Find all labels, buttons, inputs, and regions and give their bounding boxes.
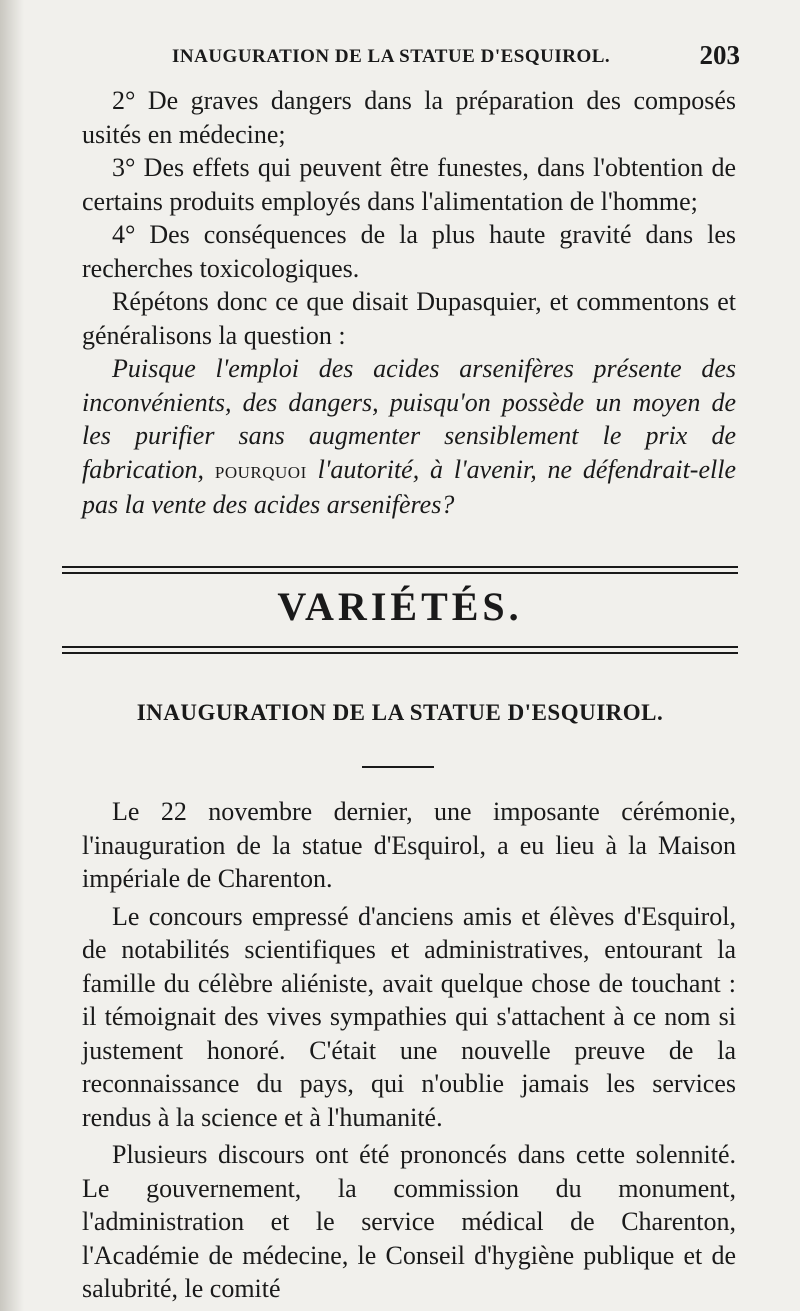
article-paragraph-3: Plusieurs discours ont été prononcés dans cette solennité. Le gouvernement, la commission du monument, l'administration et le service médical de Charenton, l'Académie de médecine, le Conseil d'hygiène publique et de salubrité, le comité	[82, 1140, 736, 1303]
quote-part-2: l'autorité, à l'avenir, ne défendrait-elle pas la vente des acides arsenifères?	[82, 454, 736, 519]
running-head	[82, 40, 740, 76]
title-separator	[362, 766, 434, 768]
article-paragraph-1: Le 22 novembre dernier, une imposante cérémonie, l'inauguration de la statue d'Esquirol, a eu lieu à la Maison impériale de Charenton.	[82, 797, 736, 893]
page-number: 203	[699, 40, 740, 70]
article-title: INAUGURATION DE LA STATUE D'ESQUIROL.	[136, 700, 664, 725]
section-title: VARIÉTÉS.	[277, 584, 523, 629]
italic-quote	[82, 352, 736, 522]
page-edge-shadow	[0, 0, 24, 1311]
section-rule-bottom	[62, 646, 738, 654]
article-paragraph-2: Le concours empressé d'anciens amis et élèves d'Esquirol, de notabilités scientifiques et administratives, entourant la famille du célèbre aliéniste, avait quelque chose de touchant : il témoignait des vives sympathies qui s'attachent à ce nom si justement honoré. C'était une nouvelle preuve de la reconnaissance du pays, qui n'oublie jamais les services rendus à la science et à l'humanité.	[82, 901, 736, 1132]
section-rule-top	[62, 566, 738, 574]
list-item-4: 4° Des conséquences de la plus haute gravité dans les recherches toxicologiques.	[82, 220, 736, 283]
list-item-3: 3° Des effets qui peuvent être funestes, dans l'obtention de certains produits employés dans l'alimentation de l'homme;	[82, 153, 736, 216]
repetons-paragraph: Répétons donc ce que disait Dupasquier, et commentons et généralisons la question :	[82, 287, 736, 350]
quote-part-1: Puisque l'emploi des acides arsenifères présente des inconvénients, des dangers, puisqu'on possède un moyen de les purifier sans augmenter sensiblement le prix de fabrication,	[82, 354, 736, 484]
running-head-title: INAUGURATION DE LA STATUE D'ESQUIROL.	[172, 46, 611, 67]
article-body	[82, 795, 736, 1310]
intro-block	[82, 84, 736, 522]
list-item-2: 2° De graves dangers dans la préparation des composés usités en médecine;	[82, 86, 736, 149]
quote-pourquoi: pourquoi	[214, 457, 307, 484]
